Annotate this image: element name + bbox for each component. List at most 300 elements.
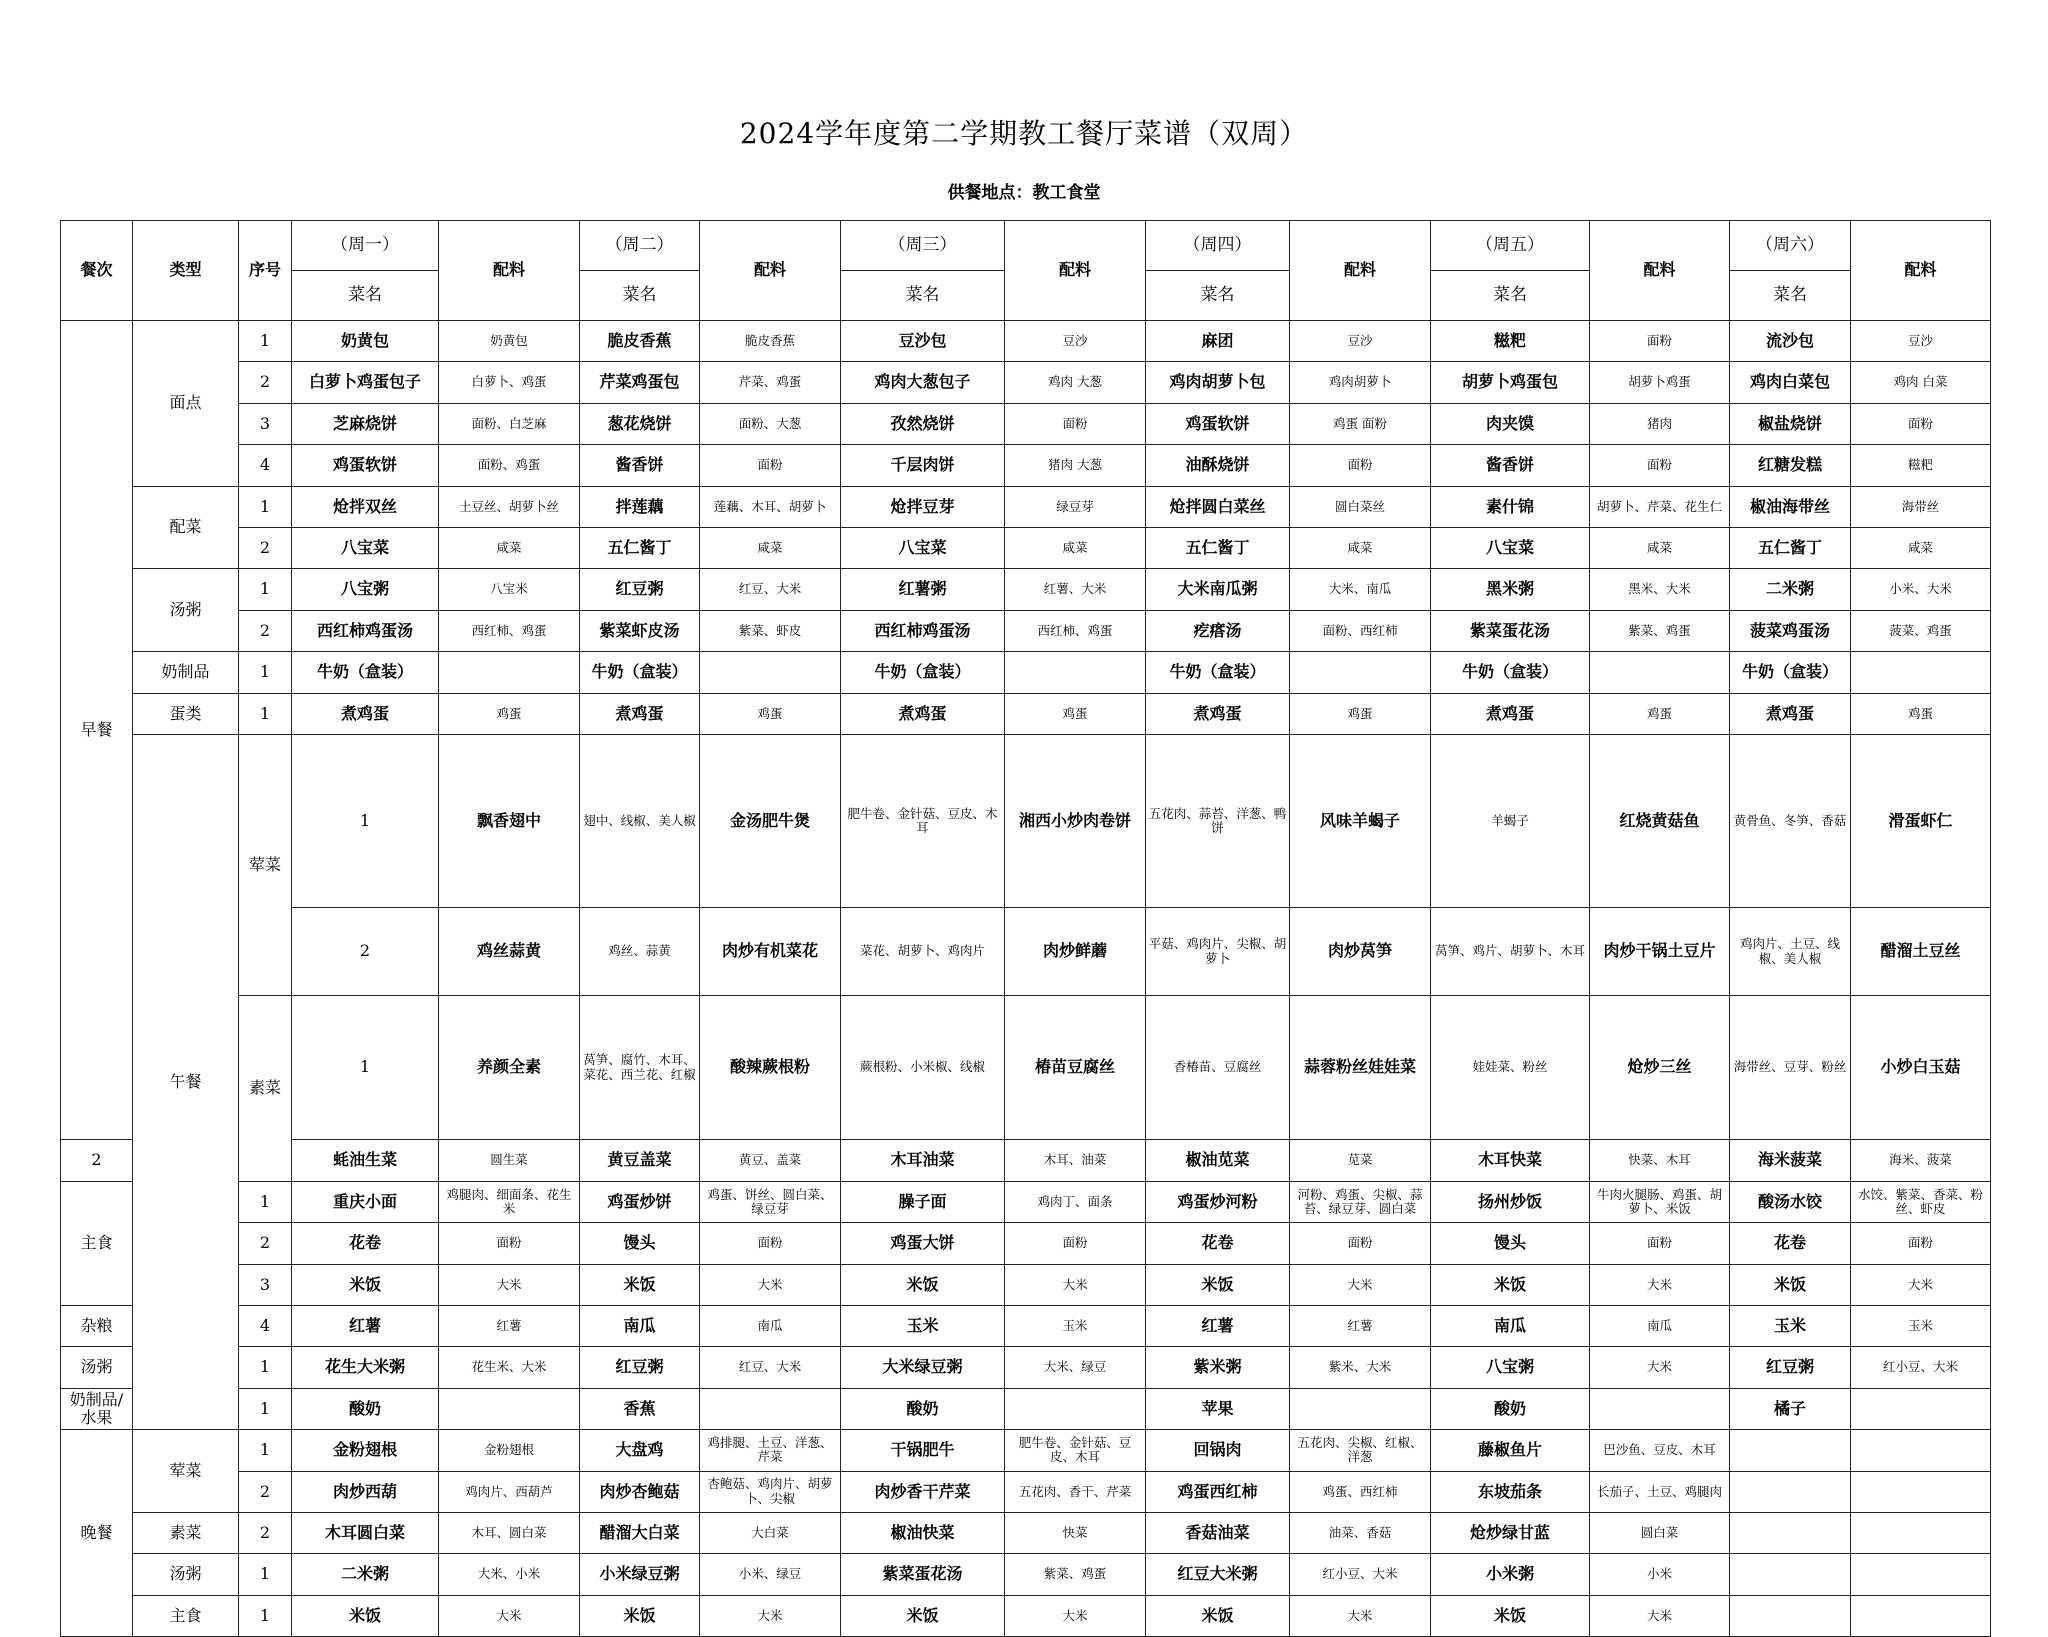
dish-name-wed: 大米绿豆粥 bbox=[841, 1347, 1005, 1388]
dish-name-sat bbox=[1730, 1554, 1851, 1595]
ingredients-wed: 鸡肉 大葱 bbox=[1005, 362, 1146, 403]
ingredients-tue: 红豆、大米 bbox=[700, 1347, 841, 1388]
category-label: 汤粥 bbox=[61, 1347, 133, 1388]
ingredients-fri: 南瓜 bbox=[1590, 1305, 1730, 1346]
dish-name-mon: 米饭 bbox=[292, 1264, 439, 1305]
ingredients-tue: 面粉、大葱 bbox=[700, 403, 841, 444]
dish-name-fri: 红烧黄菇鱼 bbox=[1590, 734, 1730, 908]
dish-name-sat: 椒盐烧饼 bbox=[1730, 403, 1851, 444]
ingredients-mon: 白萝卜、鸡蛋 bbox=[439, 362, 580, 403]
dish-name-wed: 臊子面 bbox=[841, 1181, 1005, 1222]
dish-name-thu: 鸡蛋西红柿 bbox=[1146, 1471, 1290, 1512]
ingredients-wed: 大米 bbox=[1005, 1264, 1146, 1305]
dish-name-wed: 西红柿鸡蛋汤 bbox=[841, 610, 1005, 651]
seq-number: 1 bbox=[239, 1595, 292, 1636]
table-row bbox=[61, 1430, 1991, 1471]
ingredients-sat bbox=[1851, 1430, 1991, 1471]
ingredients-tue: 红豆、大米 bbox=[700, 569, 841, 610]
ingredients-tue: 紫菜、虾皮 bbox=[700, 610, 841, 651]
ingredients-sat: 鸡蛋 bbox=[1851, 693, 1991, 734]
ingredients-tue: 黄豆、盖菜 bbox=[700, 1140, 841, 1181]
dish-name-fri: 牛奶（盒装） bbox=[1431, 652, 1590, 693]
dish-name-thu: 牛奶（盒装） bbox=[1146, 652, 1290, 693]
dish-name-sat: 二米粥 bbox=[1730, 569, 1851, 610]
dish-name-sat: 菠菜鸡蛋汤 bbox=[1730, 610, 1851, 651]
ingredients-fri: 海带丝、豆芽、粉丝 bbox=[1730, 995, 1851, 1140]
dish-name-mon: 米饭 bbox=[292, 1595, 439, 1636]
dish-name-wed: 肉炒鲜蘑 bbox=[1005, 908, 1146, 995]
dish-name-wed: 鸡蛋大饼 bbox=[841, 1223, 1005, 1264]
table-row bbox=[61, 1181, 1991, 1222]
ingredients-wed: 香椿苗、豆腐丝 bbox=[1146, 995, 1290, 1140]
dish-name-mon: 八宝粥 bbox=[292, 569, 439, 610]
category-label: 素菜 bbox=[133, 1512, 239, 1553]
dish-name-fri: 八宝粥 bbox=[1431, 1347, 1590, 1388]
category-label: 蛋类 bbox=[133, 693, 239, 734]
dish-name-tue: 小米绿豆粥 bbox=[580, 1554, 700, 1595]
dish-name-thu: 风味羊蝎子 bbox=[1290, 734, 1431, 908]
dish-name-wed: 肉炒香干芹菜 bbox=[841, 1471, 1005, 1512]
dish-name-fri: 素什锦 bbox=[1431, 486, 1590, 527]
ingredients-wed: 木耳、油菜 bbox=[1005, 1140, 1146, 1181]
ingredients-thu: 油菜、香菇 bbox=[1290, 1512, 1431, 1553]
dish-name-fri: 木耳快菜 bbox=[1431, 1140, 1590, 1181]
ingredients-sat: 红小豆、大米 bbox=[1851, 1347, 1991, 1388]
dish-name-mon: 木耳圆白菜 bbox=[292, 1512, 439, 1553]
dish-name-mon: 红薯 bbox=[292, 1305, 439, 1346]
dish-name-thu: 鸡蛋炒河粉 bbox=[1146, 1181, 1290, 1222]
seq-number: 3 bbox=[239, 1264, 292, 1305]
dish-name-thu: 米饭 bbox=[1146, 1595, 1290, 1636]
dish-name-mon: 炝拌双丝 bbox=[292, 486, 439, 527]
dish-name-tue: 南瓜 bbox=[580, 1305, 700, 1346]
seq-number: 2 bbox=[239, 1471, 292, 1512]
table-row bbox=[61, 486, 1991, 527]
dish-name-tue: 红豆粥 bbox=[580, 569, 700, 610]
seq-number: 2 bbox=[239, 610, 292, 651]
ingredients-fri: 小米 bbox=[1590, 1554, 1730, 1595]
ingredients-fri: 长茄子、土豆、鸡腿肉 bbox=[1590, 1471, 1730, 1512]
table-header bbox=[61, 221, 1991, 321]
table-row bbox=[61, 1264, 1991, 1305]
dish-name-tue: 葱花烧饼 bbox=[580, 403, 700, 444]
table-row bbox=[61, 734, 1991, 908]
category-label: 荤菜 bbox=[239, 734, 292, 995]
dish-name-thu: 五仁酱丁 bbox=[1146, 527, 1290, 568]
table-row bbox=[61, 527, 1991, 568]
ingredients-mon: 奶黄包 bbox=[439, 321, 580, 362]
ingredients-fri: 面粉 bbox=[1590, 1223, 1730, 1264]
ingredients-wed: 玉米 bbox=[1005, 1305, 1146, 1346]
dish-name-wed: 红薯粥 bbox=[841, 569, 1005, 610]
dish-name-fri: 馒头 bbox=[1431, 1223, 1590, 1264]
ingredients-wed: 鸡蛋 bbox=[1005, 693, 1146, 734]
dish-name-sat: 玉米 bbox=[1730, 1305, 1851, 1346]
seq-number: 2 bbox=[239, 1512, 292, 1553]
header-dish-name: 菜名 bbox=[580, 271, 700, 321]
ingredients-fri: 鸡肉片、土豆、线椒、美人椒 bbox=[1730, 908, 1851, 995]
dish-name-thu: 大米南瓜粥 bbox=[1146, 569, 1290, 610]
dish-name-thu: 肉炒莴笋 bbox=[1290, 908, 1431, 995]
header-ing: 配料 bbox=[1005, 221, 1146, 321]
dish-name-fri: 小米粥 bbox=[1431, 1554, 1590, 1595]
dish-name-wed: 干锅肥牛 bbox=[841, 1430, 1005, 1471]
dish-name-tue: 米饭 bbox=[580, 1595, 700, 1636]
dish-name-wed: 牛奶（盒装） bbox=[841, 652, 1005, 693]
dish-name-wed: 煮鸡蛋 bbox=[841, 693, 1005, 734]
header-day-mon: （周一） bbox=[292, 221, 439, 271]
ingredients-thu: 面粉、西红柿 bbox=[1290, 610, 1431, 651]
ingredients-fri: 面粉 bbox=[1590, 445, 1730, 486]
dish-name-tue: 金汤肥牛煲 bbox=[700, 734, 841, 908]
header-day-wed: （周三） bbox=[841, 221, 1005, 271]
ingredients-mon: 土豆丝、胡萝卜丝 bbox=[439, 486, 580, 527]
ingredients-thu: 红薯 bbox=[1290, 1305, 1431, 1346]
ingredients-wed bbox=[1005, 1388, 1146, 1429]
table-row bbox=[61, 403, 1991, 444]
seq-number: 1 bbox=[292, 995, 439, 1140]
seq-number: 1 bbox=[239, 1181, 292, 1222]
dish-name-wed: 千层肉饼 bbox=[841, 445, 1005, 486]
dish-name-fri: 肉夹馍 bbox=[1431, 403, 1590, 444]
ingredients-thu: 面粉 bbox=[1290, 1223, 1431, 1264]
dish-name-tue: 煮鸡蛋 bbox=[580, 693, 700, 734]
ingredients-sat bbox=[1851, 1388, 1991, 1429]
dish-name-sat: 花卷 bbox=[1730, 1223, 1851, 1264]
dish-name-tue: 五仁酱丁 bbox=[580, 527, 700, 568]
ingredients-tue: 菜花、胡萝卜、鸡肉片 bbox=[841, 908, 1005, 995]
dish-name-tue: 肉炒有机菜花 bbox=[700, 908, 841, 995]
seq-number: 3 bbox=[239, 403, 292, 444]
dish-name-wed: 玉米 bbox=[841, 1305, 1005, 1346]
dish-name-tue: 醋溜大白菜 bbox=[580, 1512, 700, 1553]
dish-name-sat: 椒油海带丝 bbox=[1730, 486, 1851, 527]
table-row bbox=[61, 362, 1991, 403]
ingredients-tue: 面粉 bbox=[700, 445, 841, 486]
category-label: 面点 bbox=[133, 321, 239, 487]
seq-number: 2 bbox=[292, 908, 439, 995]
ingredients-mon bbox=[439, 652, 580, 693]
dish-name-wed: 米饭 bbox=[841, 1264, 1005, 1305]
dish-name-tue: 芹菜鸡蛋包 bbox=[580, 362, 700, 403]
seq-number: 4 bbox=[239, 1305, 292, 1346]
header-seq: 序号 bbox=[239, 221, 292, 321]
dish-name-fri: 煮鸡蛋 bbox=[1431, 693, 1590, 734]
seq-number: 1 bbox=[239, 1430, 292, 1471]
ingredients-fri: 黄骨鱼、冬笋、香菇 bbox=[1730, 734, 1851, 908]
ingredients-tue: 鸡蛋、饼丝、圆白菜、绿豆芽 bbox=[700, 1181, 841, 1222]
dish-name-fri: 肉炒干锅土豆片 bbox=[1590, 908, 1730, 995]
ingredients-thu: 咸菜 bbox=[1290, 527, 1431, 568]
serving-location: 供餐地点：教工食堂 bbox=[947, 183, 1101, 203]
ingredients-wed: 快菜 bbox=[1005, 1512, 1146, 1553]
ingredients-fri: 面粉 bbox=[1590, 321, 1730, 362]
dish-name-sat: 酸汤水饺 bbox=[1730, 1181, 1851, 1222]
ingredients-wed: 大米 bbox=[1005, 1595, 1146, 1636]
ingredients-wed: 大米、绿豆 bbox=[1005, 1347, 1146, 1388]
dish-name-wed: 紫菜蛋花汤 bbox=[841, 1554, 1005, 1595]
dish-name-sat: 橘子 bbox=[1730, 1388, 1851, 1429]
dish-name-thu: 鸡蛋软饼 bbox=[1146, 403, 1290, 444]
ingredients-mon bbox=[439, 1388, 580, 1429]
dish-name-mon: 牛奶（盒装） bbox=[292, 652, 439, 693]
ingredients-thu: 红小豆、大米 bbox=[1290, 1554, 1431, 1595]
category-label: 主食 bbox=[133, 1595, 239, 1636]
ingredients-tue: 芹菜、鸡蛋 bbox=[700, 362, 841, 403]
table-row bbox=[61, 693, 1991, 734]
header-day-thu: （周四） bbox=[1146, 221, 1290, 271]
dish-name-fri: 胡萝卜鸡蛋包 bbox=[1431, 362, 1590, 403]
ingredients-sat: 海米、菠菜 bbox=[1851, 1140, 1991, 1181]
ingredients-fri: 大米 bbox=[1590, 1347, 1730, 1388]
dish-name-fri: 扬州炒饭 bbox=[1431, 1181, 1590, 1222]
ingredients-mon: 大米 bbox=[439, 1264, 580, 1305]
dish-name-fri: 紫菜蛋花汤 bbox=[1431, 610, 1590, 651]
table-row bbox=[61, 1223, 1991, 1264]
ingredients-thu: 鸡蛋 bbox=[1290, 693, 1431, 734]
ingredients-mon: 花生米、大米 bbox=[439, 1347, 580, 1388]
dish-name-thu: 疙瘩汤 bbox=[1146, 610, 1290, 651]
ingredients-wed: 面粉 bbox=[1005, 1223, 1146, 1264]
ingredients-thu: 面粉 bbox=[1290, 445, 1431, 486]
ingredients-mon: 圆生菜 bbox=[439, 1140, 580, 1181]
dish-name-wed: 木耳油菜 bbox=[841, 1140, 1005, 1181]
ingredients-tue: 大米 bbox=[700, 1595, 841, 1636]
dish-name-tue: 拌莲藕 bbox=[580, 486, 700, 527]
seq-number: 1 bbox=[239, 569, 292, 610]
table-row bbox=[61, 908, 1991, 995]
ingredients-wed: 五花肉、蒜苔、洋葱、鸭饼 bbox=[1146, 734, 1290, 908]
ingredients-thu: 大米 bbox=[1290, 1595, 1431, 1636]
ingredients-tue: 咸菜 bbox=[700, 527, 841, 568]
ingredients-thu: 大米、南瓜 bbox=[1290, 569, 1431, 610]
menu-table bbox=[60, 220, 1991, 1637]
table-row bbox=[61, 1512, 1991, 1553]
header-dish-name: 菜名 bbox=[841, 271, 1005, 321]
dish-name-mon: 蚝油生菜 bbox=[292, 1140, 439, 1181]
ingredients-fri: 胡萝卜、芹菜、花生仁 bbox=[1590, 486, 1730, 527]
dish-name-mon: 二米粥 bbox=[292, 1554, 439, 1595]
ingredients-tue: 大米 bbox=[700, 1264, 841, 1305]
ingredients-mon: 鸡腿肉、细面条、花生米 bbox=[439, 1181, 580, 1222]
dish-name-fri: 八宝菜 bbox=[1431, 527, 1590, 568]
ingredients-tue: 南瓜 bbox=[700, 1305, 841, 1346]
category-label: 素菜 bbox=[239, 995, 292, 1181]
seq-number: 1 bbox=[292, 734, 439, 908]
ingredients-fri: 黑米、大米 bbox=[1590, 569, 1730, 610]
dish-name-wed: 鸡肉大葱包子 bbox=[841, 362, 1005, 403]
seq-number: 1 bbox=[239, 1554, 292, 1595]
header-dish-name: 菜名 bbox=[1730, 271, 1851, 321]
ingredients-mon: 木耳、圆白菜 bbox=[439, 1512, 580, 1553]
dish-name-mon: 肉炒西葫 bbox=[292, 1471, 439, 1512]
ingredients-fri: 咸菜 bbox=[1590, 527, 1730, 568]
ingredients-mon: 鸡丝、蒜黄 bbox=[580, 908, 700, 995]
ingredients-sat bbox=[1851, 1512, 1991, 1553]
ingredients-sat: 咸菜 bbox=[1851, 527, 1991, 568]
dish-name-sat: 滑蛋虾仁 bbox=[1851, 734, 1991, 908]
dish-name-tue: 大盘鸡 bbox=[580, 1430, 700, 1471]
dish-name-sat: 牛奶（盒装） bbox=[1730, 652, 1851, 693]
dish-name-wed: 米饭 bbox=[841, 1595, 1005, 1636]
dish-name-mon: 花卷 bbox=[292, 1223, 439, 1264]
ingredients-tue: 杏鲍菇、鸡肉片、胡萝卜、尖椒 bbox=[700, 1471, 841, 1512]
ingredients-fri: 猪肉 bbox=[1590, 403, 1730, 444]
dish-name-thu: 椒油苋菜 bbox=[1146, 1140, 1290, 1181]
header-day-sat: （周六） bbox=[1730, 221, 1851, 271]
dish-name-fri: 糍粑 bbox=[1431, 321, 1590, 362]
ingredients-fri: 圆白菜 bbox=[1590, 1512, 1730, 1553]
dish-name-thu: 煮鸡蛋 bbox=[1146, 693, 1290, 734]
dish-name-mon: 八宝菜 bbox=[292, 527, 439, 568]
dish-name-tue: 香蕉 bbox=[580, 1388, 700, 1429]
ingredients-sat: 面粉 bbox=[1851, 403, 1991, 444]
category-label: 奶制品/水果 bbox=[61, 1388, 133, 1429]
header-ing: 配料 bbox=[1590, 221, 1730, 321]
meal-label: 午餐 bbox=[133, 734, 239, 1429]
dish-name-fri: 炝炒绿甘蓝 bbox=[1431, 1512, 1590, 1553]
dish-name-thu: 米饭 bbox=[1146, 1264, 1290, 1305]
header-ing: 配料 bbox=[1290, 221, 1431, 321]
ingredients-sat: 水饺、紫菜、香菜、粉丝、虾皮 bbox=[1851, 1181, 1991, 1222]
dish-name-tue: 脆皮香蕉 bbox=[580, 321, 700, 362]
table-row bbox=[61, 569, 1991, 610]
seq-number: 1 bbox=[239, 1388, 292, 1429]
table-row bbox=[61, 610, 1991, 651]
table-row bbox=[61, 1595, 1991, 1636]
ingredients-sat bbox=[1851, 652, 1991, 693]
dish-name-wed: 豆沙包 bbox=[841, 321, 1005, 362]
ingredients-wed: 肥牛卷、金针菇、豆皮、木耳 bbox=[1005, 1430, 1146, 1471]
dish-name-sat bbox=[1730, 1512, 1851, 1553]
dish-name-mon: 酸奶 bbox=[292, 1388, 439, 1429]
dish-name-fri: 黑米粥 bbox=[1431, 569, 1590, 610]
table-row bbox=[61, 995, 1991, 1140]
ingredients-wed bbox=[1005, 652, 1146, 693]
ingredients-wed: 豆沙 bbox=[1005, 321, 1146, 362]
ingredients-thu: 鸡肉胡萝卜 bbox=[1290, 362, 1431, 403]
header-day-tue: （周二） bbox=[580, 221, 700, 271]
seq-number: 2 bbox=[239, 1223, 292, 1264]
ingredients-tue: 肥牛卷、金针菇、豆皮、木耳 bbox=[841, 734, 1005, 908]
ingredients-thu bbox=[1290, 1388, 1431, 1429]
ingredients-thu: 苋菜 bbox=[1290, 1140, 1431, 1181]
seq-number: 1 bbox=[239, 652, 292, 693]
dish-name-wed: 八宝菜 bbox=[841, 527, 1005, 568]
dish-name-mon: 奶黄包 bbox=[292, 321, 439, 362]
ingredients-wed: 鸡肉丁、面条 bbox=[1005, 1181, 1146, 1222]
dish-name-thu: 油酥烧饼 bbox=[1146, 445, 1290, 486]
dish-name-tue: 红豆粥 bbox=[580, 1347, 700, 1388]
header-dish-name: 菜名 bbox=[1146, 271, 1290, 321]
meal-label: 早餐 bbox=[61, 321, 133, 1140]
header-ing: 配料 bbox=[700, 221, 841, 321]
dish-name-tue: 肉炒杏鲍菇 bbox=[580, 1471, 700, 1512]
header-day-fri: （周五） bbox=[1431, 221, 1590, 271]
dish-name-sat bbox=[1730, 1471, 1851, 1512]
dish-name-mon: 芝麻烧饼 bbox=[292, 403, 439, 444]
dish-name-fri: 南瓜 bbox=[1431, 1305, 1590, 1346]
dish-name-wed: 湘西小炒肉卷饼 bbox=[1005, 734, 1146, 908]
ingredients-thu: 娃娃菜、粉丝 bbox=[1431, 995, 1590, 1140]
seq-number: 1 bbox=[239, 486, 292, 527]
ingredients-wed: 咸菜 bbox=[1005, 527, 1146, 568]
dish-name-tue: 牛奶（盒装） bbox=[580, 652, 700, 693]
category-label: 配菜 bbox=[133, 486, 239, 569]
dish-name-wed: 孜然烧饼 bbox=[841, 403, 1005, 444]
ingredients-fri: 巴沙鱼、豆皮、木耳 bbox=[1590, 1430, 1730, 1471]
header-dish-name: 菜名 bbox=[1431, 271, 1590, 321]
ingredients-thu: 河粉、鸡蛋、尖椒、蒜苔、绿豆芽、圆白菜 bbox=[1290, 1181, 1431, 1222]
ingredients-mon: 面粉、白芝麻 bbox=[439, 403, 580, 444]
ingredients-tue bbox=[700, 1388, 841, 1429]
dish-name-wed: 椿苗豆腐丝 bbox=[1005, 995, 1146, 1140]
ingredients-tue: 小米、绿豆 bbox=[700, 1554, 841, 1595]
ingredients-sat bbox=[1851, 1554, 1991, 1595]
dish-name-sat: 小炒白玉菇 bbox=[1851, 995, 1991, 1140]
table-row bbox=[61, 1140, 1991, 1181]
ingredients-mon: 翅中、线椒、美人椒 bbox=[580, 734, 700, 908]
dish-name-fri: 米饭 bbox=[1431, 1264, 1590, 1305]
ingredients-wed: 平菇、鸡肉片、尖椒、胡萝卜 bbox=[1146, 908, 1290, 995]
ingredients-fri: 牛肉火腿肠、鸡蛋、胡萝卜、米饭 bbox=[1590, 1181, 1730, 1222]
dish-name-wed: 酸奶 bbox=[841, 1388, 1005, 1429]
seq-number: 2 bbox=[239, 527, 292, 568]
ingredients-mon: 西红柿、鸡蛋 bbox=[439, 610, 580, 651]
dish-name-tue: 紫菜虾皮汤 bbox=[580, 610, 700, 651]
ingredients-fri: 紫菜、鸡蛋 bbox=[1590, 610, 1730, 651]
ingredients-fri bbox=[1590, 1388, 1730, 1429]
dish-name-fri: 米饭 bbox=[1431, 1595, 1590, 1636]
ingredients-mon: 鸡肉片、西葫芦 bbox=[439, 1471, 580, 1512]
ingredients-thu: 紫米、大米 bbox=[1290, 1347, 1431, 1388]
header-type: 类型 bbox=[133, 221, 239, 321]
dish-name-thu: 蒜蓉粉丝娃娃菜 bbox=[1290, 995, 1431, 1140]
ingredients-fri: 大米 bbox=[1590, 1264, 1730, 1305]
dish-name-thu: 回锅肉 bbox=[1146, 1430, 1290, 1471]
header-ing: 配料 bbox=[439, 221, 580, 321]
dish-name-mon: 煮鸡蛋 bbox=[292, 693, 439, 734]
header-ing: 配料 bbox=[1851, 221, 1991, 321]
ingredients-thu: 五花肉、尖椒、红椒、洋葱 bbox=[1290, 1430, 1431, 1471]
dish-name-mon: 西红柿鸡蛋汤 bbox=[292, 610, 439, 651]
dish-name-sat: 红糖发糕 bbox=[1730, 445, 1851, 486]
ingredients-sat bbox=[1851, 1471, 1991, 1512]
header-meal: 餐次 bbox=[61, 221, 133, 321]
ingredients-fri: 大米 bbox=[1590, 1595, 1730, 1636]
ingredients-sat: 海带丝 bbox=[1851, 486, 1991, 527]
category-label: 荤菜 bbox=[133, 1430, 239, 1513]
ingredients-thu: 莴笋、鸡片、胡萝卜、木耳 bbox=[1431, 908, 1590, 995]
ingredients-mon: 莴笋、腐竹、木耳、菜花、西兰花、红椒 bbox=[580, 995, 700, 1140]
ingredients-fri: 快菜、木耳 bbox=[1590, 1140, 1730, 1181]
dish-name-tue: 米饭 bbox=[580, 1264, 700, 1305]
ingredients-mon: 咸菜 bbox=[439, 527, 580, 568]
dish-name-mon: 白萝卜鸡蛋包子 bbox=[292, 362, 439, 403]
meal-label: 晚餐 bbox=[61, 1430, 133, 1637]
ingredients-wed: 紫菜、鸡蛋 bbox=[1005, 1554, 1146, 1595]
dish-name-mon: 鸡蛋软饼 bbox=[292, 445, 439, 486]
ingredients-mon: 大米 bbox=[439, 1595, 580, 1636]
dish-name-wed: 椒油快菜 bbox=[841, 1512, 1005, 1553]
ingredients-sat bbox=[1851, 1595, 1991, 1636]
dish-name-fri: 藤椒鱼片 bbox=[1431, 1430, 1590, 1471]
dish-name-sat: 流沙包 bbox=[1730, 321, 1851, 362]
dish-name-tue: 酱香饼 bbox=[580, 445, 700, 486]
ingredients-tue: 鸡排腿、土豆、洋葱、芹菜 bbox=[700, 1430, 841, 1471]
dish-name-sat: 米饭 bbox=[1730, 1264, 1851, 1305]
ingredients-mon: 面粉 bbox=[439, 1223, 580, 1264]
